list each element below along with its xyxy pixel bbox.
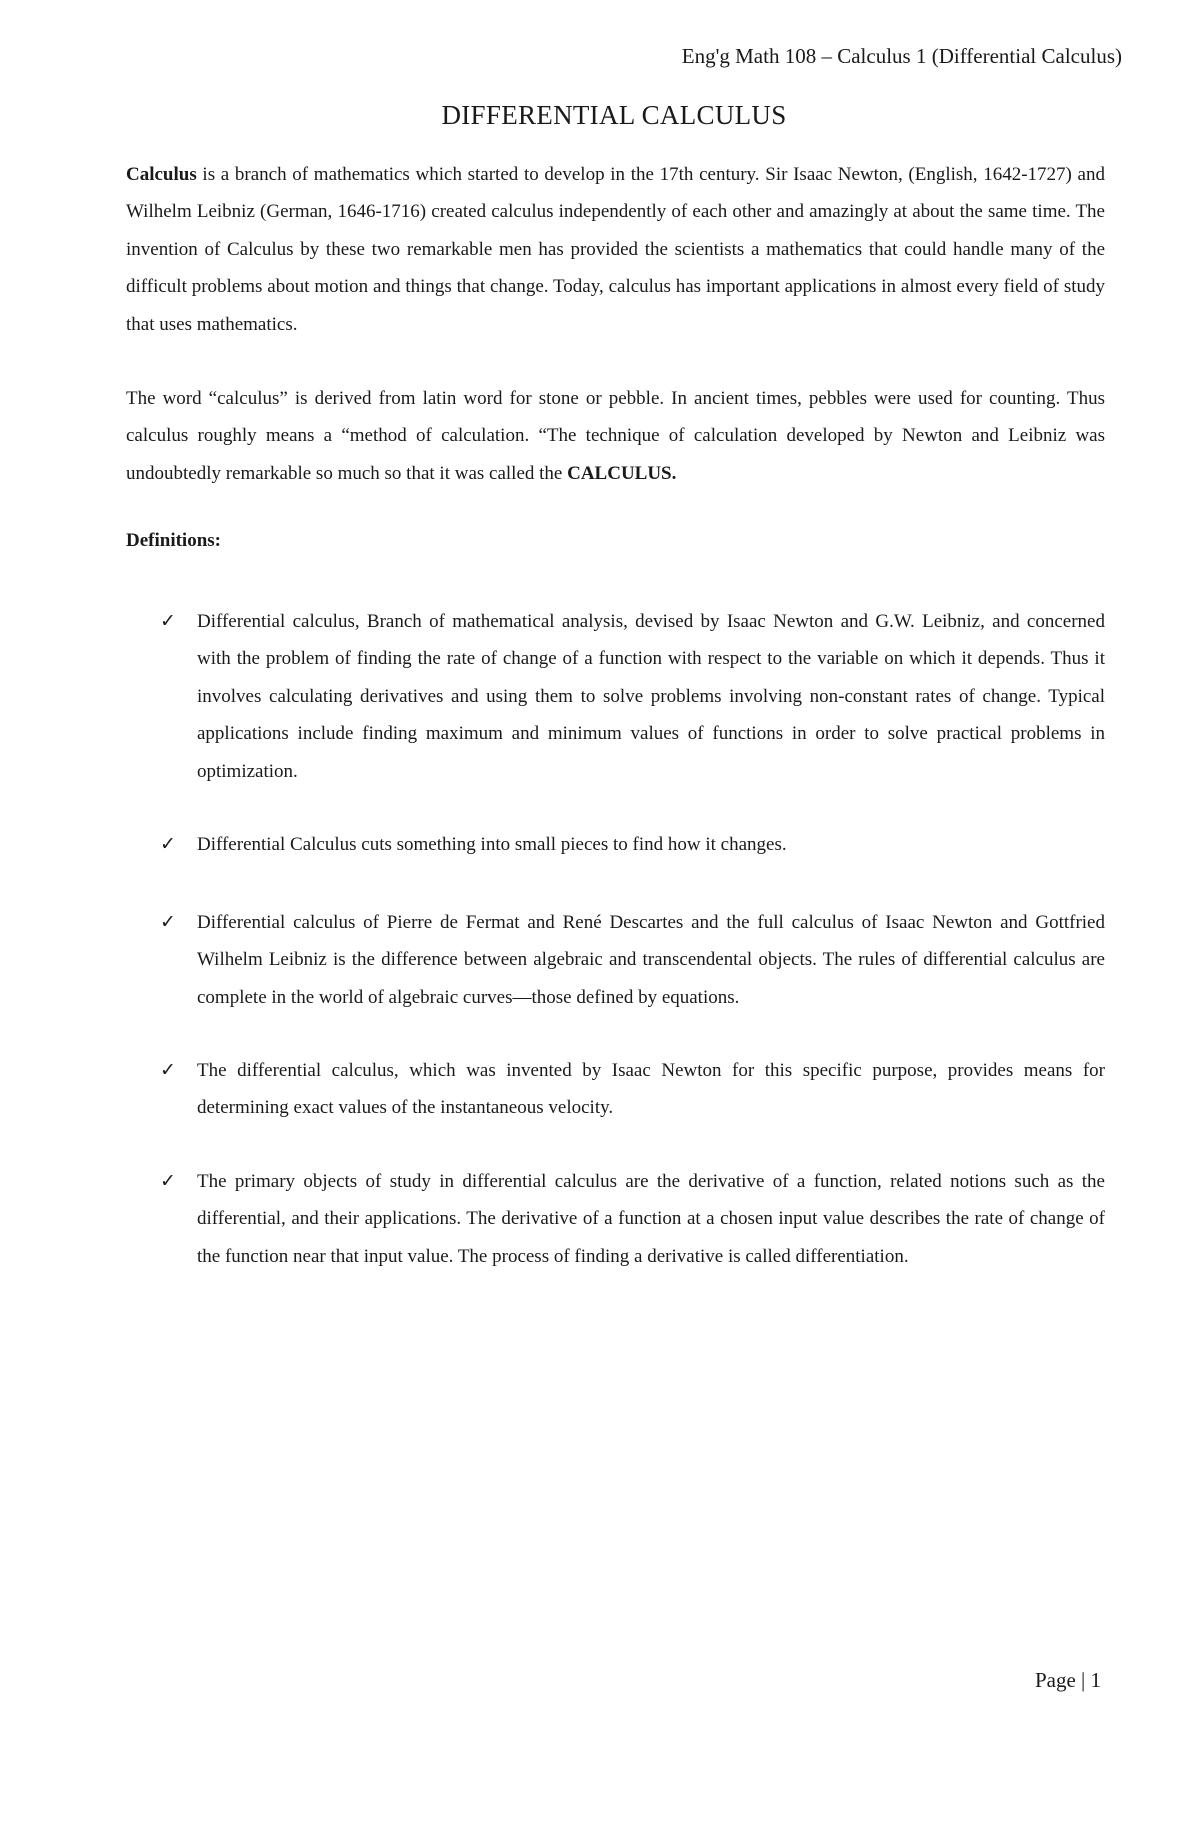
check-icon: ✓ xyxy=(160,833,176,855)
definition-item xyxy=(160,904,1105,1016)
definition-text: The differential calculus, which was invented by Isaac Newton for this specific purpose, provides means for determining exact values of the instantaneous velocity. xyxy=(197,1060,1105,1119)
word-origin-emphasis: CALCULUS. xyxy=(567,462,677,484)
word-origin-paragraph xyxy=(126,380,1105,492)
check-icon: ✓ xyxy=(160,1170,176,1192)
check-icon: ✓ xyxy=(160,610,176,632)
definition-text: The primary objects of study in differential calculus are the derivative of a function, related notions such as the differential, and their applications. The derivative of a function at a chosen input value describes the rate of change of the function near that input value. The process of finding a derivative is called differentiation. xyxy=(197,1171,1105,1267)
definition-item xyxy=(160,603,1105,790)
definitions-heading: Definitions: xyxy=(126,530,221,551)
definition-text: Differential calculus, Branch of mathematical analysis, devised by Isaac Newton and G.W. Leibniz, and concerned with the problem of finding the rate of change of a function with respect to the variable on which it depends. Thus it involves calculating derivatives and using them to solve problems involving non-constant rates of change. Typical applications include finding maximum and minimum values of functions in order to solve practical problems in optimization. xyxy=(197,611,1105,782)
intro-text: is a branch of mathematics which started to develop in the 17th century. Sir Isaac Newton, (English, 1642-1727) and Wilhelm Leibniz (German, 1646-1716) created calculus independently of each other and amazingly at about the same time. The invention of Calculus by these two remarkable men has provided the scientists a mathematics that could handle many of the difficult problems about motion and things that change. Today, calculus has important applications in almost every field of study that uses mathematics. xyxy=(126,164,1105,335)
definition-item xyxy=(160,1163,1105,1275)
definition-item xyxy=(160,1052,1105,1127)
document-title: DIFFERENTIAL CALCULUS xyxy=(441,100,787,130)
intro-paragraph xyxy=(126,156,1105,343)
page-number: Page | 1 xyxy=(1034,1668,1101,1692)
intro-lead-term: Calculus xyxy=(126,164,197,185)
check-icon: ✓ xyxy=(160,1059,176,1081)
running-header: Eng'g Math 108 – Calculus 1 (Differential Calculus) xyxy=(681,44,1122,68)
word-origin-text: The word “calculus” is derived from latin word for stone or pebble. In ancient times, pebbles were used for counting. Thus calculus roughly means a “method of calculation. “The technique of calculation developed by Newton and Leibniz was undoubtedly remarkable so much so that it was called the xyxy=(126,388,1105,484)
definition-text: Differential calculus of Pierre de Fermat and René Descartes and the full calculus of Isaac Newton and Gottfried Wilhelm Leibniz is the difference between algebraic and transcendental objects. The rules of differential calculus are complete in the world of algebraic curves—those defined by equations. xyxy=(197,912,1105,1008)
definition-text: Differential Calculus cuts something into small pieces to find how it changes. xyxy=(197,834,787,855)
definition-item xyxy=(160,826,1105,863)
check-icon: ✓ xyxy=(160,911,176,933)
